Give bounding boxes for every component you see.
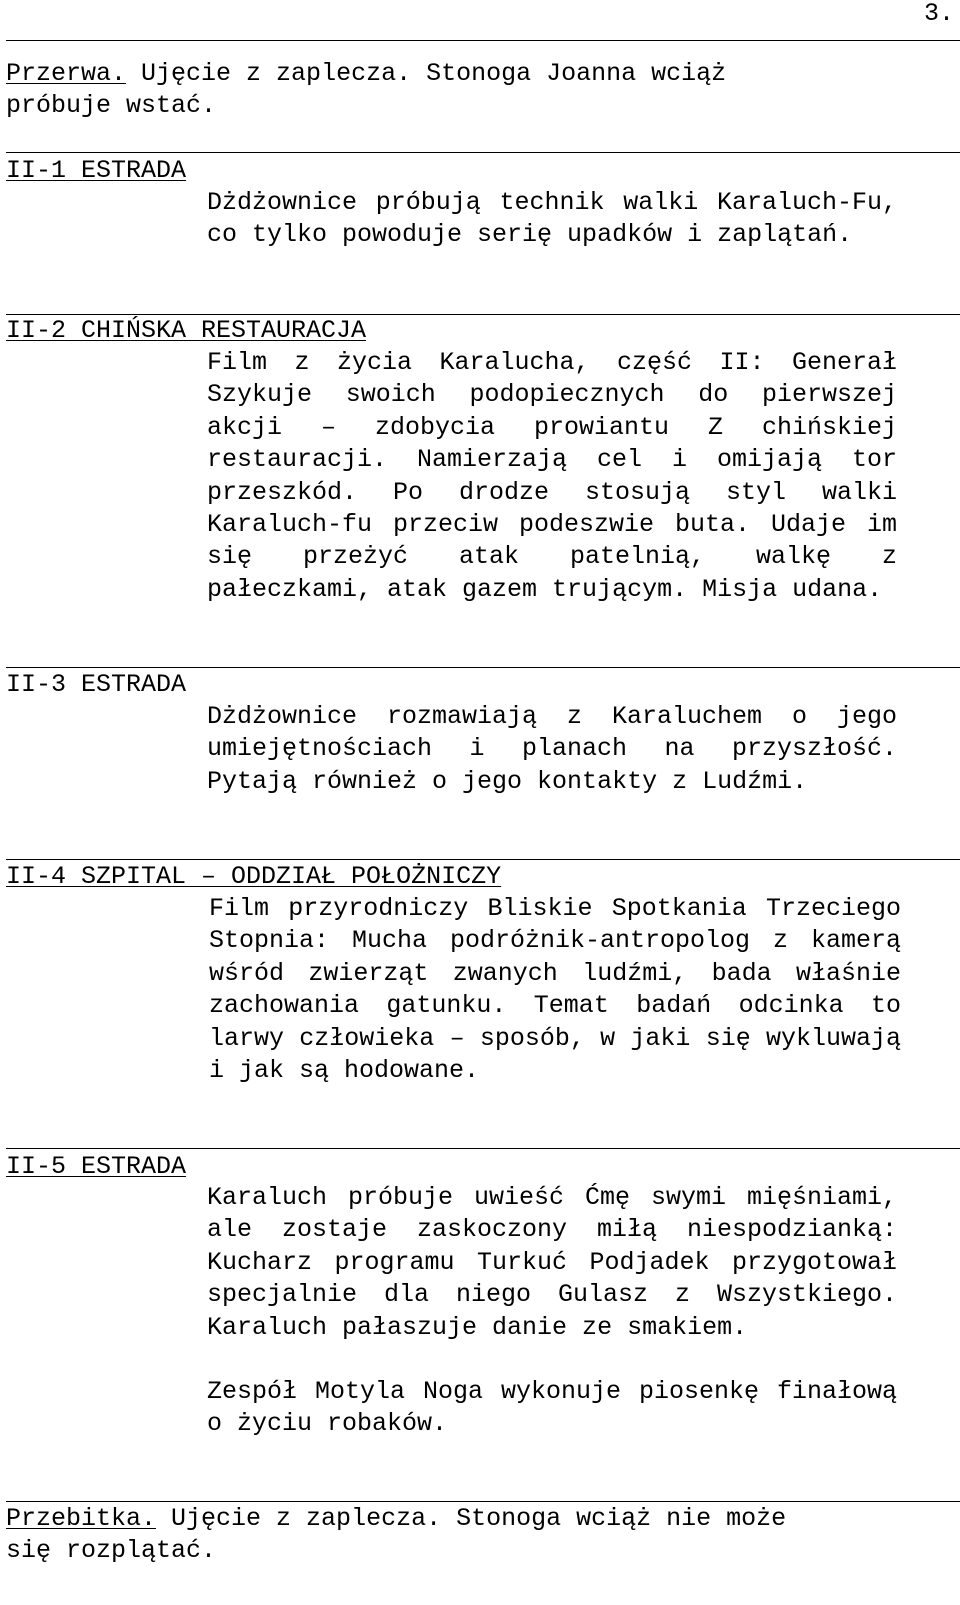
intro-text: Ujęcie z zaplecza. Stonoga Joanna wciąż: [126, 59, 727, 88]
outro-line: [6, 1503, 786, 1535]
divider: [6, 152, 960, 153]
scene-description: [207, 701, 897, 798]
scene-heading: II-1 ESTRADA: [6, 156, 187, 185]
outro-text: Ujęcie z zaplecza. Stonoga wciąż nie może: [156, 1504, 787, 1533]
intro-line: [6, 58, 726, 90]
scene-paragraph: Film przyrodniczy Bliskie Spotkania Trzeciego Stopnia: Mucha podróżnik-antropolog z kamerą wśród zwierząt zwanych ludźmi, bada właśnie zachowania gatunku. Temat badań odcinka to larwy człowieka – sposób, w jaki się wykluwają i jak są hodowane.: [209, 894, 901, 1086]
outro-label: Przebitka.: [6, 1504, 157, 1533]
intro-label: Przerwa.: [6, 59, 127, 88]
scene-heading: II-5 ESTRADA: [6, 1152, 187, 1181]
scene-heading: II-3 ESTRADA: [6, 670, 187, 699]
divider: [6, 667, 960, 668]
scene-description: [207, 347, 897, 606]
scene-paragraph: Film z życia Karalucha, część II: Generał Szykuje swoich podopiecznych do pierwszej akcji – zdobycia prowiantu Z chińskiej restauracji. Namierzają cel i omijają tor przeszkód. Po drodze stosują styl walki Karaluch-fu przeciw podeszwie buta. Udaje im się przeżyć atak patelnią, walkę z pałeczkami, atak gazem trującym. Misja udana.: [207, 348, 897, 604]
page-number: 3.: [923, 0, 954, 28]
divider: [6, 859, 960, 860]
scene-description: [209, 893, 901, 1087]
divider: [6, 40, 960, 41]
outro-line-2: się rozplątać.: [6, 1536, 217, 1565]
divider: [6, 1501, 960, 1502]
scene-description: [207, 187, 897, 252]
scene-paragraph: Dżdżownice próbują technik walki Karaluch-Fu, co tylko powoduje serię upadków i zaplątań.: [207, 188, 897, 250]
intro-line-2: próbuje wstać.: [6, 91, 217, 120]
scene-heading: II-2 CHIŃSKA RESTAURACJA: [6, 316, 367, 345]
scene-paragraph: Dżdżownice rozmawiają z Karaluchem o jego umiejętnościach i planach na przyszłość. Pytają również o jego kontakty z Ludźmi.: [207, 702, 897, 796]
scene-description: [207, 1182, 897, 1441]
divider: [6, 1148, 960, 1149]
scene-paragraph: Karaluch próbuje uwieść Ćmę swymi mięśniami, ale zostaje zaskoczony miłą niespodzianką: Kucharz programu Turkuć Podjadek przygotował specjalnie dla niego Gulasz z Wszystkiego. Karaluch pałaszuje danie ze smakiem.: [207, 1183, 897, 1342]
scene-paragraph: Zespół Motyla Noga wykonuje piosenkę finałową o życiu robaków.: [207, 1377, 897, 1439]
scene-heading: II-4 SZPITAL – ODDZIAŁ POŁOŻNICZY: [6, 862, 502, 891]
